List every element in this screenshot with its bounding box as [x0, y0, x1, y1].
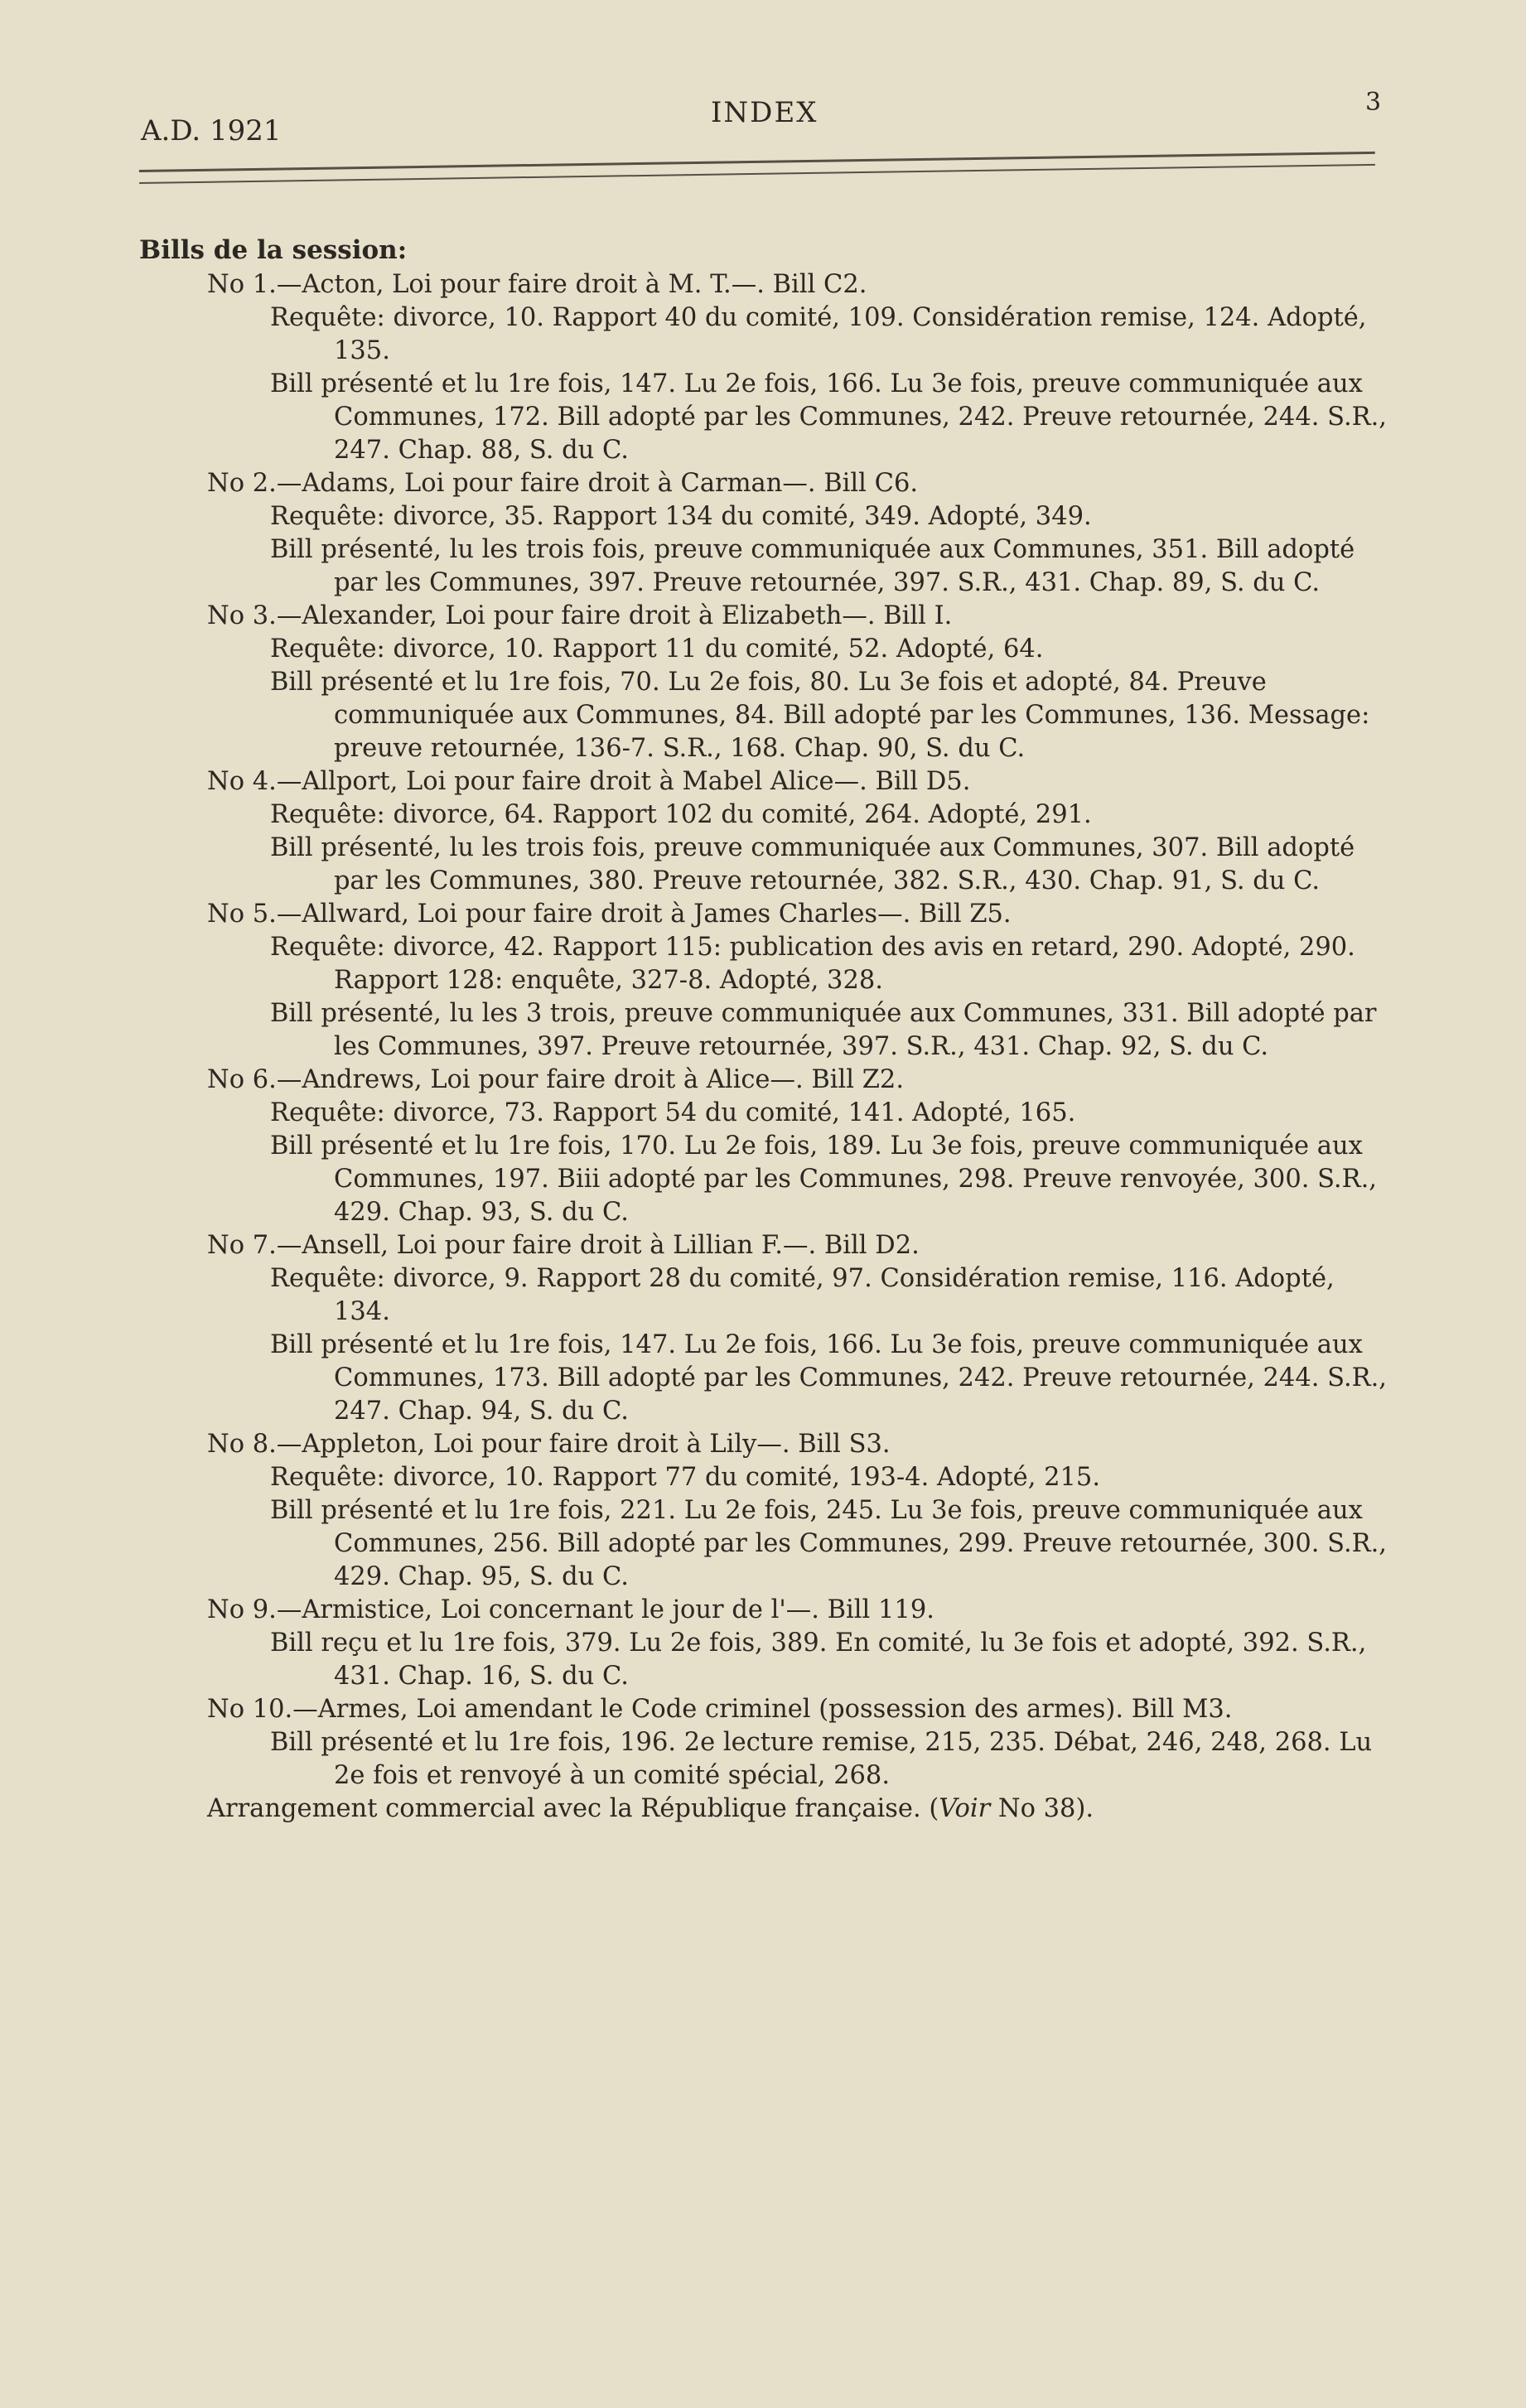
- entry-line: Bill présenté, lu les trois fois, preuve communiquée aux Communes, 307. Bill adopté par les Communes, 380. Preuve retournée, 382. S.R., 430. Chap. 91, S. du C.: [270, 833, 1355, 895]
- entry-heading: No 7.—Ansell, Loi pour faire droit à Lillian F.—. Bill D2.: [207, 1231, 920, 1260]
- entry-heading: No 2.—Adams, Loi pour faire droit à Carman—. Bill C6.: [207, 469, 919, 498]
- index-entry: [207, 1064, 1392, 1229]
- entry-line: Bill présenté, lu les trois fois, preuve communiquée aux Communes, 351. Bill adopté par les Communes, 397. Preuve retournée, 397. S.R., 431. Chap. 89, S. du C.: [270, 535, 1355, 597]
- entry-line: Requête: divorce, 64. Rapport 102 du comité, 264. Adopté, 291.: [270, 800, 1092, 829]
- entry-heading: No 1.—Acton, Loi pour faire droit à M. T.—. Bill C2.: [207, 270, 867, 299]
- entry-line: Bill présenté et lu 1re fois, 70. Lu 2e fois, 80. Lu 3e fois et adopté, 84. Preuve communiquée aux Communes, 84. Bill adopté par les Communes, 136. Message: preuve retournée, 136-7. S.R., 168. Chap. 90, S. du C.: [270, 668, 1370, 763]
- entry-line: Requête: divorce, 10. Rapport 77 du comité, 193-4. Adopté, 215.: [270, 1463, 1101, 1492]
- entry-line: Bill présenté et lu 1re fois, 221. Lu 2e fois, 245. Lu 3e fois, preuve communiquée aux Communes, 256. Bill adopté par les Communes, 299. Preuve retournée, 300. S.R., 429. Chap. 95, S. du C.: [270, 1496, 1387, 1591]
- footer-ref: No 38).: [990, 1794, 1094, 1823]
- entry-line: Bill présenté, lu les 3 trois, preuve communiquée aux Communes, 331. Bill adopté par les Communes, 397. Preuve retournée, 397. S.R., 431. Chap. 92, S. du C.: [270, 999, 1377, 1061]
- footer-text: Arrangement commercial avec la République française. (: [207, 1794, 939, 1823]
- index-entry: [207, 1229, 1392, 1428]
- section-title: Bills de la session:: [139, 235, 408, 265]
- entry-heading: No 8.—Appleton, Loi pour faire droit à Lily—. Bill S3.: [207, 1430, 891, 1459]
- index-entry: [207, 765, 1392, 898]
- entry-line: Bill reçu et lu 1re fois, 379. Lu 2e fois, 389. En comité, lu 3e fois et adopté, 392. S.R., 431. Chap. 16, S. du C.: [270, 1629, 1367, 1691]
- index-entry: [207, 600, 1392, 765]
- entry-line: Requête: divorce, 10. Rapport 40 du comité, 109. Considération remise, 124. Adopté, 135.: [270, 303, 1367, 365]
- page-number: 3: [1365, 88, 1382, 117]
- entry-line: Requête: divorce, 35. Rapport 134 du comité, 349. Adopté, 349.: [270, 502, 1092, 531]
- header-title: INDEX: [711, 96, 819, 129]
- entry-heading: No 9.—Armistice, Loi concernant le jour de l'—. Bill 119.: [207, 1595, 934, 1624]
- entry-heading: No 3.—Alexander, Loi pour faire droit à Elizabeth—. Bill I.: [207, 601, 953, 630]
- entry-line: Requête: divorce, 73. Rapport 54 du comité, 141. Adopté, 165.: [270, 1098, 1076, 1127]
- footer-voir: Voir: [939, 1794, 991, 1823]
- entry-line: Requête: divorce, 42. Rapport 115: publication des avis en retard, 290. Adopté, 290. Rapport 128: enquête, 327-8. Adopté, 328.: [270, 933, 1355, 995]
- index-entry: [207, 467, 1392, 600]
- entry-heading: No 4.—Allport, Loi pour faire droit à Mabel Alice—. Bill D5.: [207, 767, 971, 796]
- index-entry: [207, 898, 1392, 1064]
- index-entry: [207, 268, 1392, 467]
- entry-line: Bill présenté et lu 1re fois, 147. Lu 2e fois, 166. Lu 3e fois, preuve communiquée aux Communes, 172. Bill adopté par les Communes, 242. Preuve retournée, 244. S.R., 247. Chap. 88, S. du C.: [270, 369, 1387, 465]
- entries-list: [0, 268, 1526, 1793]
- index-entry: [207, 1594, 1392, 1693]
- index-entry: [207, 1428, 1392, 1594]
- entry-line: Bill présenté et lu 1re fois, 196. 2e lecture remise, 215, 235. Débat, 246, 248, 268. Lu 2e fois et renvoyé à un comité spécial, 268.: [270, 1728, 1373, 1790]
- entry-heading: No 5.—Allward, Loi pour faire droit à James Charles—. Bill Z5.: [207, 900, 1012, 929]
- footer-entry: [207, 1793, 1526, 1826]
- entry-line: Requête: divorce, 10. Rapport 11 du comité, 52. Adopté, 64.: [270, 635, 1044, 664]
- index-entry: [207, 1693, 1392, 1793]
- entry-line: Bill présenté et lu 1re fois, 170. Lu 2e fois, 189. Lu 3e fois, preuve communiquée aux Communes, 197. Biii adopté par les Communes, 298. Preuve renvoyée, 300. S.R., 429. Chap. 93, S. du C.: [270, 1132, 1377, 1227]
- header-rule: [139, 152, 1375, 184]
- header-year: A.D. 1921: [141, 114, 282, 147]
- entry-line: Bill présenté et lu 1re fois, 147. Lu 2e fois, 166. Lu 3e fois, preuve communiquée aux Communes, 173. Bill adopté par les Communes, 242. Preuve retournée, 244. S.R., 247. Chap. 94, S. du C.: [270, 1330, 1387, 1426]
- entry-line: Requête: divorce, 9. Rapport 28 du comité, 97. Considération remise, 116. Adopté, 134.: [270, 1264, 1335, 1326]
- entry-heading: No 10.—Armes, Loi amendant le Code criminel (possession des armes). Bill M3.: [207, 1695, 1233, 1724]
- index-body: [0, 234, 1526, 1826]
- entry-heading: No 6.—Andrews, Loi pour faire droit à Alice—. Bill Z2.: [207, 1065, 905, 1094]
